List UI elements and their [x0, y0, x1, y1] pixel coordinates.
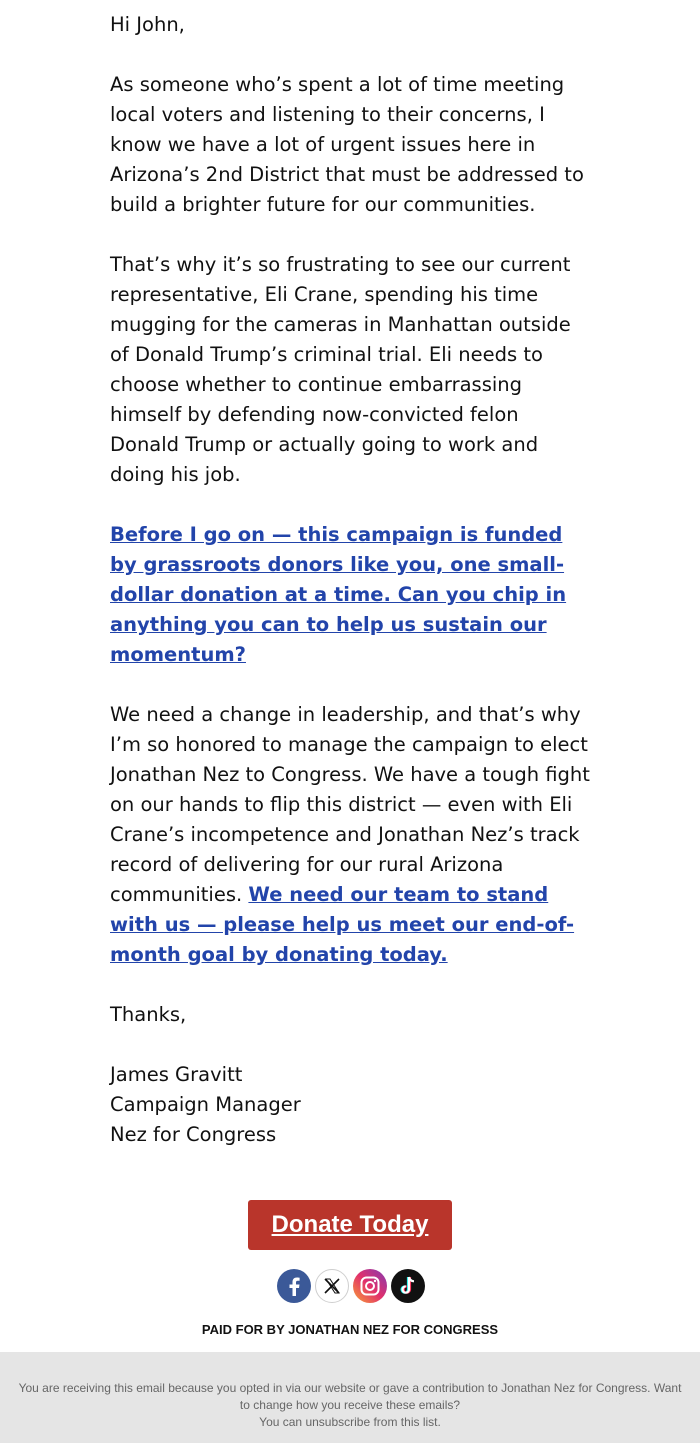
- instagram-icon[interactable]: [353, 1269, 387, 1303]
- footer: [0, 1352, 700, 1443]
- unsubscribe-text: You can unsubscribe from this list.: [259, 1415, 441, 1429]
- donate-section: [0, 1200, 700, 1250]
- thanks-text: Thanks,: [110, 1003, 187, 1026]
- paragraph-crane: That’s why it’s so frustrating to see our current representative, Eli Crane, spending his time mugging for the cameras in Manhattan outside of Donald Trump’s criminal trial. Eli needs to choose whether to continue embarrassing himself by defending now-convicted felon Donald Trump or actually going to work and doing his job.: [110, 253, 571, 486]
- email-body: [110, 10, 590, 1150]
- paragraph-intro: As someone who’s spent a lot of time meeting local voters and listening to their concerns, I know we have a lot of urgent issues here in Arizona’s 2nd District that must be addressed to build a brighter future for our communities.: [110, 73, 584, 216]
- greeting: Hi John,: [110, 13, 185, 36]
- donate-today-button[interactable]: Donate Today: [248, 1200, 452, 1250]
- facebook-icon[interactable]: [277, 1269, 311, 1303]
- donate-link-grassroots[interactable]: Before I go on — this campaign is funded by grassroots donors like you, one small-dollar donation at a time. Can you chip in anything you can to help us sustain our momentum?: [110, 523, 567, 666]
- leadership-text: We need a change in leadership, and that’s why I’m so honored to manage the campaign to elect Jonathan Nez to Congress. We have a tough fight on our hands to flip this district — even with Eli Crane’s incompetence and Jonathan Nez’s track record of delivering for our rural Arizona communities.: [110, 703, 590, 906]
- signature-org: Nez for Congress: [110, 1123, 277, 1146]
- footer-optin-text: You are receiving this email because you opted in via our website or gave a contribution to Jonathan Nez for Congress. Want to change how you receive these emails?: [18, 1381, 682, 1412]
- donate-link-goal[interactable]: We need our team to stand with us — please help us meet our end-of-month goal by donating today.: [110, 883, 575, 966]
- signature: [110, 1060, 590, 1150]
- tiktok-icon[interactable]: [391, 1269, 425, 1303]
- signature-title: Campaign Manager: [110, 1093, 301, 1116]
- x-icon[interactable]: [315, 1269, 349, 1303]
- donation-paragraph: [110, 520, 590, 670]
- signature-name: James Gravitt: [110, 1063, 243, 1086]
- social-links: [277, 1269, 425, 1303]
- paid-for-disclaimer: PAID FOR BY JONATHAN NEZ FOR CONGRESS: [201, 1322, 499, 1337]
- paragraph-leadership: [110, 700, 590, 970]
